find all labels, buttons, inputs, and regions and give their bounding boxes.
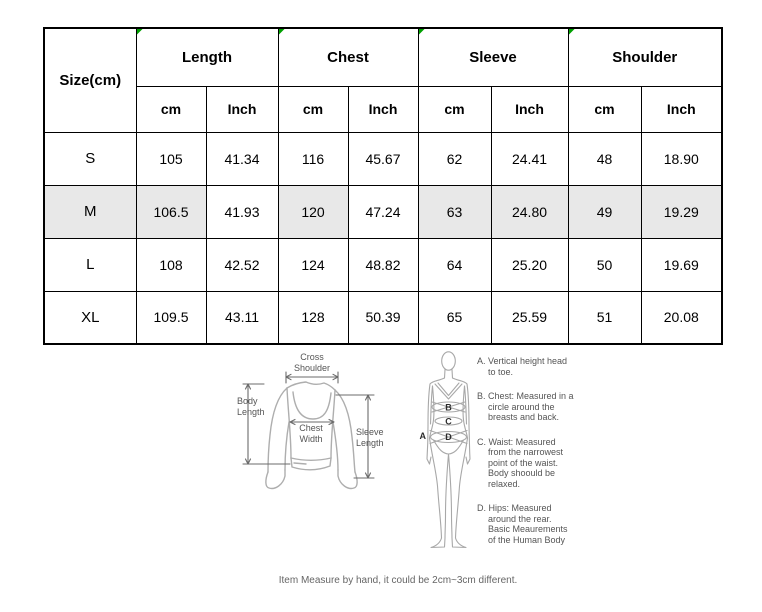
table-row-xl [44, 291, 722, 344]
unit-header: Inch [491, 86, 568, 132]
note-line: around the rear. [488, 513, 552, 524]
group-label: Sleeve [469, 48, 517, 66]
group-header-shoulder [568, 28, 722, 86]
cell-value: 109.5 [136, 291, 206, 344]
label-a: A [419, 431, 426, 441]
cell-value: 25.20 [491, 238, 568, 291]
note-line: from the narrowest [488, 447, 564, 457]
unit-header: cm [278, 86, 348, 132]
note-line: Basic Meaurements [488, 524, 568, 534]
cell-value: 42.52 [206, 238, 278, 291]
group-header-chest [278, 28, 418, 86]
cell-value: 64 [418, 238, 491, 291]
unit-header: cm [568, 86, 641, 132]
size-label: S [44, 132, 136, 185]
table-row-l [44, 238, 722, 291]
body-outline [427, 352, 470, 548]
cell-value: 65 [418, 291, 491, 344]
cell-value: 19.29 [641, 185, 722, 238]
group-header-length [136, 28, 278, 86]
cell-value: 24.80 [491, 185, 568, 238]
cell-value: 106.5 [136, 185, 206, 238]
size-label: XL [44, 291, 136, 344]
note-line: breasts and back. [488, 412, 560, 422]
cell-value: 43.11 [206, 291, 278, 344]
cell-value: 45.67 [348, 132, 418, 185]
cell-value: 108 [136, 238, 206, 291]
cell-value: 105 [136, 132, 206, 185]
group-label: Length [182, 48, 232, 66]
cell-value: 50.39 [348, 291, 418, 344]
comment-marker-icon [279, 29, 285, 35]
cell-value: 25.59 [491, 291, 568, 344]
cell-value: 47.24 [348, 185, 418, 238]
comment-marker-icon [419, 29, 425, 35]
cell-value: 48.82 [348, 238, 418, 291]
unit-header-row [44, 86, 722, 132]
note-a [477, 356, 583, 377]
body-length-label: Body Length [237, 396, 265, 417]
cell-value: 63 [418, 185, 491, 238]
footer-note: Item Measure by hand, it could be 2cm~3cm different. [278, 575, 518, 586]
note-line: C. Waist: Measured [477, 436, 556, 447]
cell-value: 116 [278, 132, 348, 185]
cell-value: 49 [568, 185, 641, 238]
note-line: D. Hips: Measured [477, 503, 552, 513]
cross-shoulder-arrow [286, 372, 338, 383]
cell-value: 48 [568, 132, 641, 185]
comment-marker-icon [137, 29, 143, 35]
cell-value: 20.08 [641, 291, 722, 344]
note-line: of the Human Body [488, 534, 566, 545]
note-b [477, 391, 583, 423]
cell-value: 41.34 [206, 132, 278, 185]
cell-value: 128 [278, 291, 348, 344]
size-label: M [44, 185, 136, 238]
group-label: Chest [327, 48, 369, 66]
cell-value: 120 [278, 185, 348, 238]
unit-header: cm [136, 86, 206, 132]
cell-value: 62 [418, 132, 491, 185]
unit-header: Inch [206, 86, 278, 132]
label-b: B [445, 402, 452, 413]
table-row-m [44, 185, 722, 238]
note-d [477, 503, 583, 545]
note-line: B. Chest: Measured in a [477, 391, 574, 401]
note-line: Body shoould be [488, 468, 556, 478]
cell-value: 124 [278, 238, 348, 291]
size-header-cell: Size(cm) [44, 28, 136, 132]
note-line: A. Vertical height head [477, 356, 568, 366]
body-measurement-figure [417, 350, 477, 552]
comment-marker-icon [569, 29, 575, 35]
unit-header: Inch [348, 86, 418, 132]
table-row-s [44, 132, 722, 185]
sleeve-length-label: Sleeve Length [356, 427, 384, 448]
cell-value: 18.90 [641, 132, 722, 185]
size-chart-table [43, 27, 723, 345]
note-line: to toe. [488, 366, 514, 377]
cell-value: 24.41 [491, 132, 568, 185]
cross-shoulder-label: Cross Shoulder [293, 352, 331, 373]
unit-header: cm [418, 86, 491, 132]
note-line: circle around the [488, 401, 555, 412]
unit-header: Inch [641, 86, 722, 132]
chest-width-label: Chest Width [299, 423, 323, 444]
cell-value: 50 [568, 238, 641, 291]
label-c: C [445, 416, 452, 427]
group-header-row [44, 28, 722, 86]
measurement-notes [477, 356, 583, 559]
label-d: D [445, 432, 452, 442]
note-line: relaxed. [488, 478, 521, 489]
size-label: L [44, 238, 136, 291]
group-header-sleeve [418, 28, 568, 86]
cell-value: 41.93 [206, 185, 278, 238]
note-c [477, 437, 583, 490]
group-label: Shoulder [612, 48, 678, 66]
cell-value: 19.69 [641, 238, 722, 291]
cell-value: 51 [568, 291, 641, 344]
note-line: point of the waist. [488, 457, 559, 468]
